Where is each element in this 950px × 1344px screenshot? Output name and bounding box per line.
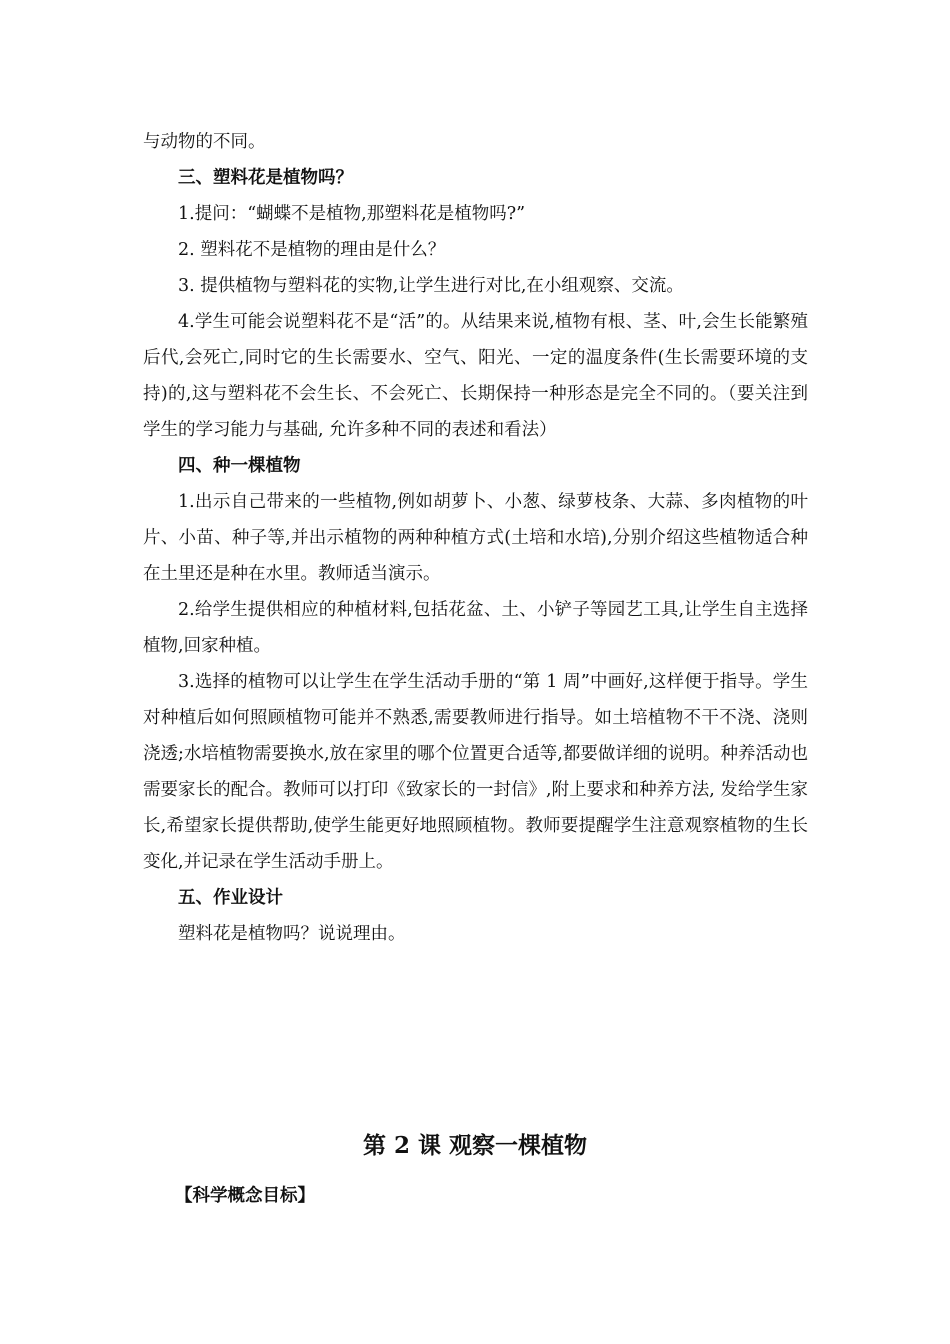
paragraph-step-4: 4.学生可能会说塑料花不是“活”的。从结果来说,植物有根、茎、叶,会生长能繁殖后代,会死亡,同时它的生长需要水、空气、阳光、一定的温度条件(生长需要环境的支持)的,这与塑料花不会生长、不会死亡、长期保持一种形态是完全不同的。（要关注到学生的学习能力与基础, 允许多种不同的表述和看法） <box>143 312 808 440</box>
lesson-body <box>143 124 808 952</box>
paragraph-step-1: 1.提问：“蝴蝶不是植物,那塑料花是植物吗?” <box>178 204 526 224</box>
section-heading-3: 三、塑料花是植物吗？ <box>178 168 353 188</box>
paragraph-step-2: 2. 塑料花不是植物的理由是什么？ <box>178 240 446 260</box>
paragraph-plant-step-1: 1.出示自己带来的一些植物,例如胡萝卜、小葱、绿萝枝条、大蒜、多肉植物的叶片、小苗、种子等,并出示植物的两种种植方式(土培和水培),分别介绍这些植物适合种在土里还是种在水里。教师适当演示。 <box>143 492 808 584</box>
lesson-objective-heading: 【科学概念目标】 <box>175 1186 315 1206</box>
paragraph-step-3: 3. 提供植物与塑料花的实物,让学生进行对比,在小组观察、交流。 <box>178 276 684 296</box>
section-heading-4: 四、种一棵植物 <box>178 456 301 476</box>
paragraph-plant-step-3: 3.选择的植物可以让学生在学生活动手册的“第 1 周”中画好,这样便于指导。学生对种植后如何照顾植物可能并不熟悉,需要教师进行指导。如土培植物不干不浇、浇则浇透;水培植物需要换水,放在家里的哪个位置更合适等,都要做详细的说明。种养活动也需要家长的配合。教师可以打印《致家长的一封信》,附上要求和种养方法, 发给学生家长,希望家长提供帮助,使学生能更好地照顾植物。教师要提醒学生注意观察植物的生长变化,并记录在学生活动手册上。 <box>143 672 808 872</box>
paragraph-continuation: 与动物的不同。 <box>143 132 266 152</box>
lesson-title: 第 2 课 观察一棵植物 <box>362 1132 588 1159</box>
paragraph-homework: 塑料花是植物吗？说说理由。 <box>178 924 406 944</box>
paragraph-plant-step-2: 2.给学生提供相应的种植材料,包括花盆、土、小铲子等园艺工具,让学生自主选择植物,回家种植。 <box>143 600 808 656</box>
section-heading-5: 五、作业设计 <box>178 888 283 908</box>
